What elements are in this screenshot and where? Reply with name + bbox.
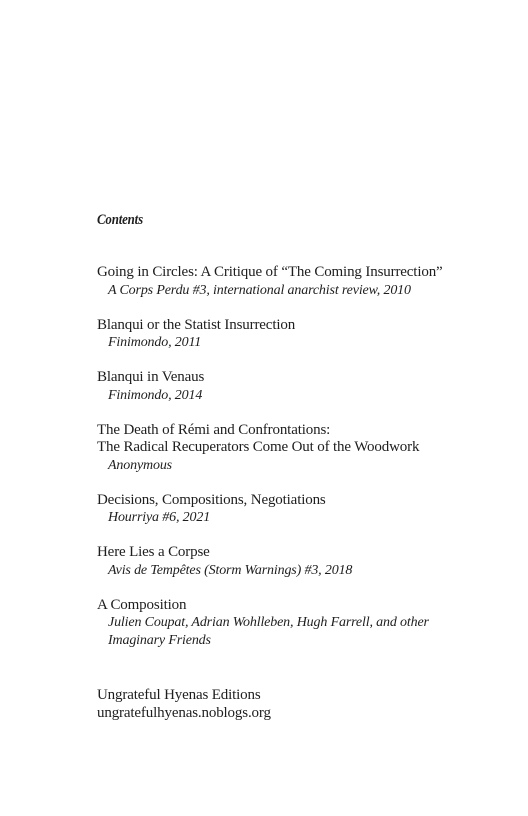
entry-title: Going in Circles: A Critique of “The Coming Insurrection” [97, 264, 443, 280]
publisher-url[interactable]: ungratefulhyenas.noblogs.org [97, 704, 271, 721]
entry-source: Finimondo, 2014 [108, 387, 203, 403]
entry-source: Anonymous [108, 457, 172, 473]
toc-entry [97, 492, 517, 527]
entry-title: Blanqui or the Statist Insurrection [97, 316, 296, 333]
table-of-contents [97, 264, 517, 667]
entry-title-line-2: The Radical Recuperators Come Out of the Woodwork [97, 439, 420, 455]
entry-source-line-2: Imaginary Friends [108, 632, 211, 648]
publisher-block [97, 687, 271, 722]
toc-entry [97, 597, 517, 650]
entry-title: Here Lies a Corpse [97, 544, 210, 560]
entry-source: Avis de Tempêtes (Storm Warnings) #3, 2018 [108, 562, 353, 578]
entry-source: A Corps Perdu #3, international anarchist review, 2010 [108, 282, 411, 298]
toc-entry [97, 317, 517, 352]
entry-title: A Composition [97, 596, 187, 613]
toc-entry [97, 544, 517, 579]
contents-heading: Contents [97, 212, 143, 228]
toc-entry [97, 422, 517, 475]
entry-title: Decisions, Compositions, Negotiations [97, 491, 326, 508]
entry-title: Blanqui in Venaus [97, 369, 205, 385]
entry-source: Julien Coupat, Adrian Wohlleben, Hugh Farrell, and other [108, 615, 429, 630]
toc-entry [97, 369, 517, 404]
publisher-name: Ungrateful Hyenas Editions [97, 687, 261, 703]
toc-entry [97, 264, 517, 299]
entry-title: The Death of Rémi and Confrontations: [97, 421, 331, 438]
entry-source: Hourriya #6, 2021 [108, 510, 211, 525]
entry-source: Finimondo, 2011 [108, 335, 202, 350]
